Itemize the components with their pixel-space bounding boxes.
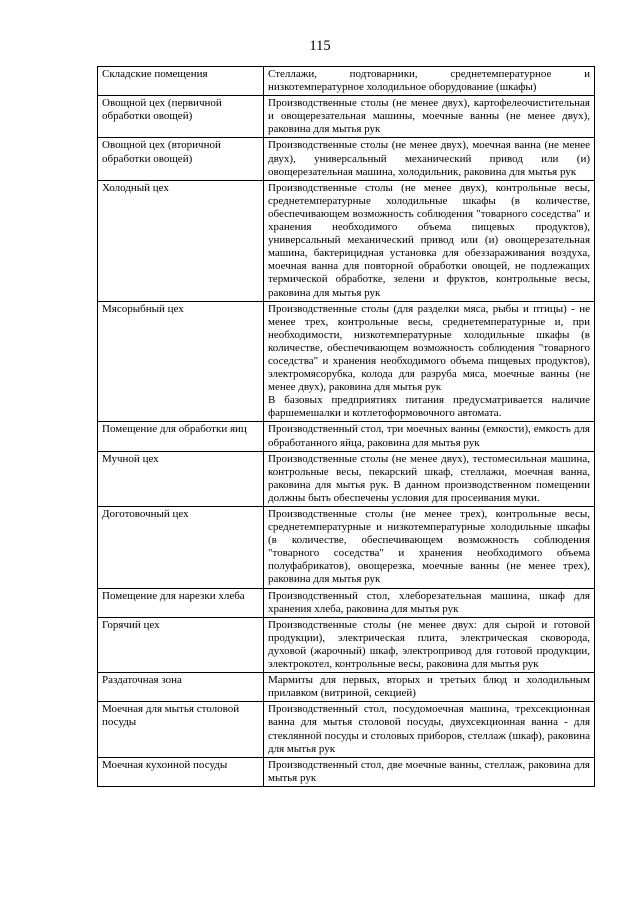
equipment-table: [97, 66, 595, 787]
table-row: [98, 67, 595, 96]
equipment-cell: Производственные столы (не менее трех), контрольные весы, среднетемпературные и низкотемпературные холодильные шкафы (в количестве, обеспечивающем возможность соблюдения "товарного соседства" и хранения необходимого объема полуфабрикатов), овощерезка, моечные ванны (не менее трех), раковина для мытья рук: [264, 507, 595, 589]
equipment-cell: Стеллажи, подтоварники, среднетемпературное и низкотемпературное холодильное оборудование (шкафы): [264, 67, 595, 96]
room-cell: Холодный цех: [98, 180, 264, 301]
table-row: [98, 451, 595, 506]
equipment-cell: Производственный стол, две моечные ванны, стеллаж, раковина для мытья рук: [264, 757, 595, 786]
table-row: [98, 702, 595, 757]
room-cell: Моечная для мытья столовой посуды: [98, 702, 264, 757]
table-row: [98, 757, 595, 786]
equipment-cell: Мармиты для первых, вторых и третьих блюд и холодильным прилавком (витриной, секцией): [264, 673, 595, 702]
table-row: [98, 422, 595, 451]
room-cell: Складские помещения: [98, 67, 264, 96]
room-cell: Помещение для нарезки хлеба: [98, 588, 264, 617]
room-cell: Мучной цех: [98, 451, 264, 506]
room-cell: Раздаточная зона: [98, 673, 264, 702]
room-cell: Овощной цех (первичной обработки овощей): [98, 96, 264, 138]
equipment-cell: Производственный стол, посудомоечная машина, трехсекционная ванна для мытья столовой посуды, двухсекционная ванна - для стеклянной посуды и столовых приборов, стеллаж (шкаф), раковина для мытья рук: [264, 702, 595, 757]
table-row: [98, 138, 595, 180]
page-number: 115: [309, 38, 331, 54]
equipment-cell: Производственный стол, три моечных ванны (емкости), емкость для обработанного яйца, раковина для мытья рук: [264, 422, 595, 451]
table-row: [98, 96, 595, 138]
equipment-text: Производственные столы (для разделки мяса, рыбы и птицы) - не менее трех, контрольные весы, среднетемпературные и, при необходимости, низкотемпературные холодильные шкафы (в количестве, обеспечивающем возможность соблюдения "товарного соседства" и хранения необходимого объема пищевых продуктов), электромясорубка, колода для разруба мяса, моечные ванны (не менее двух), раковина для мытья рук: [268, 302, 590, 394]
table-row: [98, 180, 595, 301]
room-cell: Мясорыбный цех: [98, 301, 264, 422]
table-row: [98, 588, 595, 617]
equipment-note: В базовых предприятиях питания предусматривается наличие фаршемешалки и котлетоформовочного автомата.: [268, 394, 590, 420]
equipment-cell: Производственные столы (не менее двух), моечная ванна (не менее двух), универсальный механический привод или (и) овощерезательная машина, холодильник, раковина для мытья рук: [264, 138, 595, 180]
room-cell: Горячий цех: [98, 617, 264, 672]
room-cell: Овощной цех (вторичной обработки овощей): [98, 138, 264, 180]
equipment-cell: Производственные столы (не менее двух), контрольные весы, среднетемпературные холодильные шкафы (в количестве, обеспечивающем возможность соблюдения "товарного соседства" и хранения необходимого объема пищевых продуктов), универсальный механический привод или (и) овощерезательная машина, бактерицидная установка для обеззараживания воздуха, моечная ванна для повторной обработки овощей, не подлежащих термической обработке, зелени и фруктов, контрольные весы, раковина для мытья рук: [264, 180, 595, 301]
room-cell: Моечная кухонной посуды: [98, 757, 264, 786]
equipment-cell: Производственные столы (не менее двух), картофелеочистительная и овощерезательная машины, моечные ванны (не менее двух), раковина для мытья рук: [264, 96, 595, 138]
table-row: [98, 673, 595, 702]
equipment-cell: Производственные столы (не менее двух), тестомесильная машина, контрольные весы, пекарский шкаф, стеллажи, моечная ванна, раковина для мытья рук. В данном производственном помещении должны быть обеспечены условия для просеивания муки.: [264, 451, 595, 506]
room-cell: Доготовочный цех: [98, 507, 264, 589]
equipment-cell: Производственные столы (не менее двух: для сырой и готовой продукции), электрическая плита, электрическая сковорода, духовой (жарочный) шкаф, электропривод для готовой продукции, электрокотел, контрольные весы, раковина для мытья рук: [264, 617, 595, 672]
equipment-cell: [264, 301, 595, 422]
table-row: [98, 301, 595, 422]
room-cell: Помещение для обработки яиц: [98, 422, 264, 451]
table-row: [98, 617, 595, 672]
equipment-cell: Производственный стол, хлеборезательная машина, шкаф для хранения хлеба, раковина для мытья рук: [264, 588, 595, 617]
table-row: [98, 507, 595, 589]
